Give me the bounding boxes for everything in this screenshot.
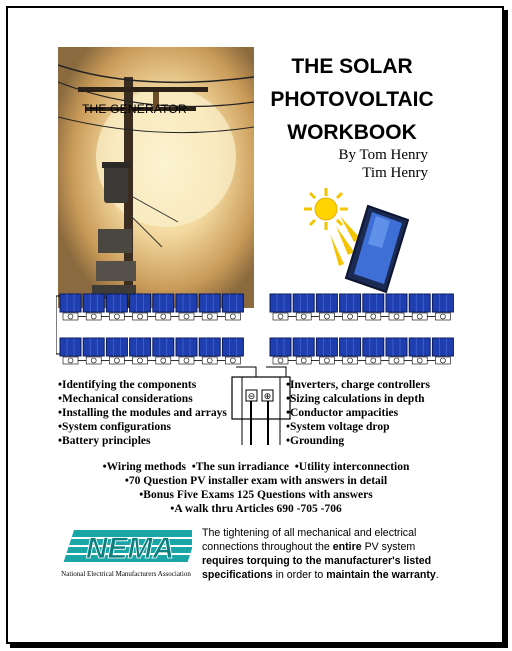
- solar-module: [153, 294, 174, 312]
- solar-module: [199, 338, 220, 356]
- solar-module: [130, 338, 151, 356]
- generator-photo: [58, 47, 254, 308]
- list-item: •Wiring methods •The sun irradiance •Utility interconnection: [102, 461, 410, 473]
- solar-module: [432, 294, 453, 312]
- topics-left-list: [58, 378, 227, 448]
- list-item: •70 Question PV installer exam with answers in detail: [124, 475, 388, 487]
- solar-module: [130, 294, 151, 312]
- list-item: •Grounding: [286, 435, 345, 447]
- solar-module: [83, 294, 104, 312]
- sun-panel-illustration: [290, 186, 414, 296]
- solar-module: [340, 294, 361, 312]
- list-item: •Bonus Five Exams 125 Questions with answers: [139, 489, 373, 501]
- solar-module: [316, 294, 337, 312]
- list-item: •Sizing calculations in depth: [286, 393, 425, 405]
- solar-module: [60, 294, 81, 312]
- author-1: By Tom Henry: [338, 147, 428, 163]
- solar-panel-icon: [346, 206, 408, 292]
- solar-module: [386, 294, 407, 312]
- solar-module: [106, 338, 127, 356]
- title-line-3: WORKBOOK: [287, 121, 417, 144]
- logo-subtitle: National Electrical Manufacturers Association: [61, 570, 191, 578]
- title-line-2: PHOTOVOLTAIC: [270, 88, 434, 111]
- solar-module: [270, 294, 291, 312]
- list-item: •Mechanical considerations: [58, 393, 193, 405]
- list-item: •Battery principles: [58, 435, 151, 447]
- nema-logo: [60, 524, 192, 584]
- topics-right-list: [286, 378, 430, 448]
- solar-module: [270, 338, 291, 356]
- list-item: •System voltage drop: [286, 421, 390, 433]
- photo-caption: THE GENERATOR: [82, 102, 187, 116]
- list-item: •Identifying the components: [58, 379, 197, 391]
- solar-module: [363, 294, 384, 312]
- solar-module: [293, 338, 314, 356]
- solar-module: [176, 338, 197, 356]
- solar-module: [293, 294, 314, 312]
- solar-module: [432, 338, 453, 356]
- solar-module: [153, 338, 174, 356]
- solar-module: [363, 338, 384, 356]
- solar-module: [222, 294, 243, 312]
- book-title: [264, 50, 440, 149]
- sun-icon: [304, 188, 348, 230]
- logo-wordmark: NEMA: [85, 532, 175, 565]
- list-item: •System configurations: [58, 421, 171, 433]
- solar-module: [386, 338, 407, 356]
- list-item: •Installing the modules and arrays: [58, 407, 227, 419]
- svg-text:⊕: ⊕: [263, 392, 272, 402]
- solar-module: [409, 294, 430, 312]
- solar-module: [340, 338, 361, 356]
- solar-module: [316, 338, 337, 356]
- title-line-1: THE SOLAR: [291, 55, 413, 78]
- solar-module: [222, 338, 243, 356]
- torque-note: The tightening of all mechanical and electrical connections throughout the entire PV system requires torquing to the manufacturer's listed specifications in order to maintain the warranty.: [202, 527, 439, 581]
- solar-module: [176, 294, 197, 312]
- solar-module: [409, 338, 430, 356]
- solar-module: [106, 294, 127, 312]
- solar-module: [60, 338, 81, 356]
- svg-text:⊖: ⊖: [247, 392, 256, 402]
- list-item: •Conductor ampacities: [286, 407, 399, 419]
- author-2: Tim Henry: [362, 165, 428, 181]
- authors: [320, 146, 428, 182]
- features-list: [0, 460, 512, 516]
- list-item: •A walk thru Articles 690 -705 -706: [170, 503, 342, 515]
- list-item: •Inverters, charge controllers: [286, 379, 431, 391]
- combiner-box: [232, 377, 290, 419]
- solar-module: [199, 294, 220, 312]
- solar-module: [83, 338, 104, 356]
